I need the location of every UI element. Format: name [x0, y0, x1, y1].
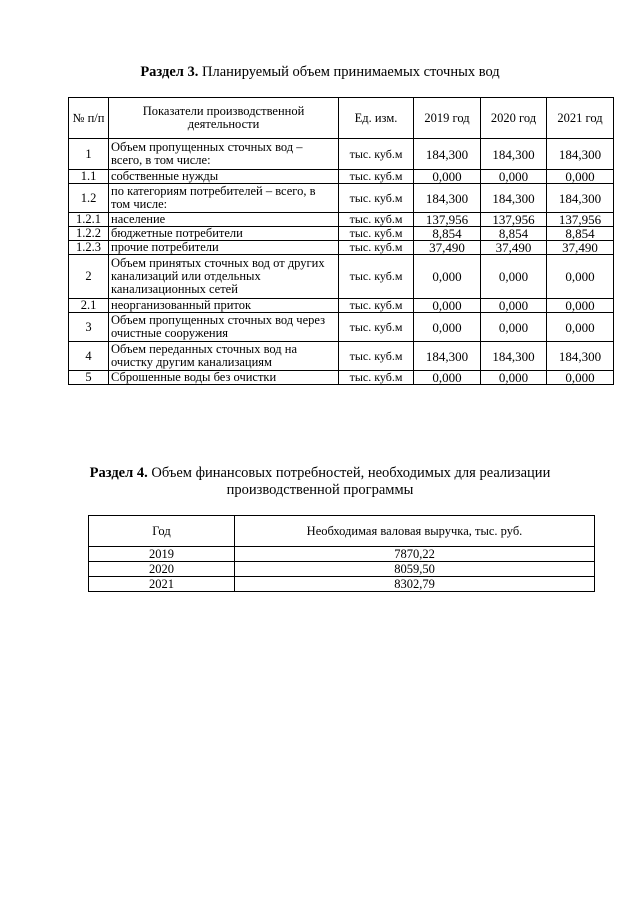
- table-row: [89, 577, 595, 592]
- row-num: 1: [69, 139, 109, 170]
- row-2021: 0,000: [547, 299, 614, 313]
- row-revenue: 7870,22: [235, 547, 595, 562]
- row-2020: 8,854: [481, 227, 547, 241]
- row-name: Объем принятых сточных вод от других канализаций или отдельных канализационных сетей: [109, 255, 339, 299]
- row-num: 1.2: [69, 184, 109, 213]
- table-row: [69, 313, 614, 342]
- table-row: [69, 170, 614, 184]
- row-2020: 184,300: [481, 139, 547, 170]
- row-2020: 0,000: [481, 299, 547, 313]
- row-2019: 0,000: [414, 255, 481, 299]
- row-name: по категориям потребителей – всего, в том числе:: [109, 184, 339, 213]
- row-year: 2021: [89, 577, 235, 592]
- row-2021: 0,000: [547, 371, 614, 385]
- revenue-table: [88, 515, 595, 592]
- table-row: [69, 213, 614, 227]
- row-unit: тыс. куб.м: [339, 371, 414, 385]
- row-name: Объем пропущенных сточных вод – всего, в том числе:: [109, 139, 339, 170]
- row-name: бюджетные потребители: [109, 227, 339, 241]
- row-name: собственные нужды: [109, 170, 339, 184]
- table-row: [69, 371, 614, 385]
- row-2021: 184,300: [547, 184, 614, 213]
- row-num: 4: [69, 342, 109, 371]
- row-unit: тыс. куб.м: [339, 241, 414, 255]
- row-2019: 37,490: [414, 241, 481, 255]
- row-2021: 0,000: [547, 170, 614, 184]
- row-2020: 0,000: [481, 371, 547, 385]
- row-name: прочие потребители: [109, 241, 339, 255]
- col-header-2020: 2020 год: [481, 98, 547, 139]
- row-2019: 0,000: [414, 313, 481, 342]
- row-num: 3: [69, 313, 109, 342]
- row-num: 1.2.2: [69, 227, 109, 241]
- row-2021: 137,956: [547, 213, 614, 227]
- section4-title-rest: Объем финансовых потребностей, необходимых для реализации: [147, 465, 551, 481]
- production-table: [68, 97, 614, 385]
- row-unit: тыс. куб.м: [339, 170, 414, 184]
- row-2021: 37,490: [547, 241, 614, 255]
- row-2020: 137,956: [481, 213, 547, 227]
- row-name: Объем переданных сточных вод на очистку другим канализациям: [109, 342, 339, 371]
- row-num: 1.1: [69, 170, 109, 184]
- row-unit: тыс. куб.м: [339, 255, 414, 299]
- section3-title: [0, 64, 640, 81]
- row-2019: 184,300: [414, 342, 481, 371]
- col-header-2021: 2021 год: [547, 98, 614, 139]
- section4-title: [0, 465, 640, 499]
- row-2020: 184,300: [481, 184, 547, 213]
- col-header-indicator: Показатели производственной деятельности: [109, 98, 339, 139]
- row-2020: 0,000: [481, 170, 547, 184]
- row-2019: 184,300: [414, 139, 481, 170]
- row-2019: 184,300: [414, 184, 481, 213]
- row-2020: 184,300: [481, 342, 547, 371]
- col-header-year: Год: [89, 516, 235, 547]
- row-2019: 137,956: [414, 213, 481, 227]
- col-header-unit: Ед. изм.: [339, 98, 414, 139]
- table-row: [89, 547, 595, 562]
- table-row: [69, 255, 614, 299]
- row-2021: 184,300: [547, 139, 614, 170]
- row-2021: 184,300: [547, 342, 614, 371]
- row-unit: тыс. куб.м: [339, 213, 414, 227]
- col-header-num: № п/п: [69, 98, 109, 139]
- row-2021: 8,854: [547, 227, 614, 241]
- row-name: неорганизованный приток: [109, 299, 339, 313]
- section3-title-rest: Планируемый объем принимаемых сточных вод: [198, 64, 500, 80]
- table-row: [69, 184, 614, 213]
- table-row: [69, 342, 614, 371]
- table-row: [69, 241, 614, 255]
- row-num: 1.2.3: [69, 241, 109, 255]
- row-num: 1.2.1: [69, 213, 109, 227]
- row-revenue: 8302,79: [235, 577, 595, 592]
- table-row: [69, 299, 614, 313]
- row-unit: тыс. куб.м: [339, 299, 414, 313]
- table-row: [69, 139, 614, 170]
- col-header-2019: 2019 год: [414, 98, 481, 139]
- row-unit: тыс. куб.м: [339, 139, 414, 170]
- section4-title-bold: Раздел 4.: [89, 465, 148, 481]
- row-name: Объем пропущенных сточных вод через очистные сооружения: [109, 313, 339, 342]
- row-2020: 0,000: [481, 255, 547, 299]
- section4-title-line2: производственной программы: [226, 482, 414, 498]
- row-2019: 0,000: [414, 371, 481, 385]
- row-2021: 0,000: [547, 313, 614, 342]
- row-2020: 0,000: [481, 313, 547, 342]
- row-2019: 0,000: [414, 299, 481, 313]
- row-year: 2019: [89, 547, 235, 562]
- row-year: 2020: [89, 562, 235, 577]
- row-unit: тыс. куб.м: [339, 313, 414, 342]
- row-unit: тыс. куб.м: [339, 227, 414, 241]
- col-header-revenue: Необходимая валовая выручка, тыс. руб.: [235, 516, 595, 547]
- table-row: [89, 562, 595, 577]
- section3-title-bold: Раздел 3.: [140, 64, 199, 80]
- table-header-row: [69, 98, 614, 139]
- row-unit: тыс. куб.м: [339, 342, 414, 371]
- row-name: население: [109, 213, 339, 227]
- row-num: 2.1: [69, 299, 109, 313]
- table-header-row: [89, 516, 595, 547]
- row-num: 5: [69, 371, 109, 385]
- row-revenue: 8059,50: [235, 562, 595, 577]
- table-row: [69, 227, 614, 241]
- row-num: 2: [69, 255, 109, 299]
- row-2021: 0,000: [547, 255, 614, 299]
- row-2019: 0,000: [414, 170, 481, 184]
- row-2020: 37,490: [481, 241, 547, 255]
- row-unit: тыс. куб.м: [339, 184, 414, 213]
- row-name: Сброшенные воды без очистки: [109, 371, 339, 385]
- row-2019: 8,854: [414, 227, 481, 241]
